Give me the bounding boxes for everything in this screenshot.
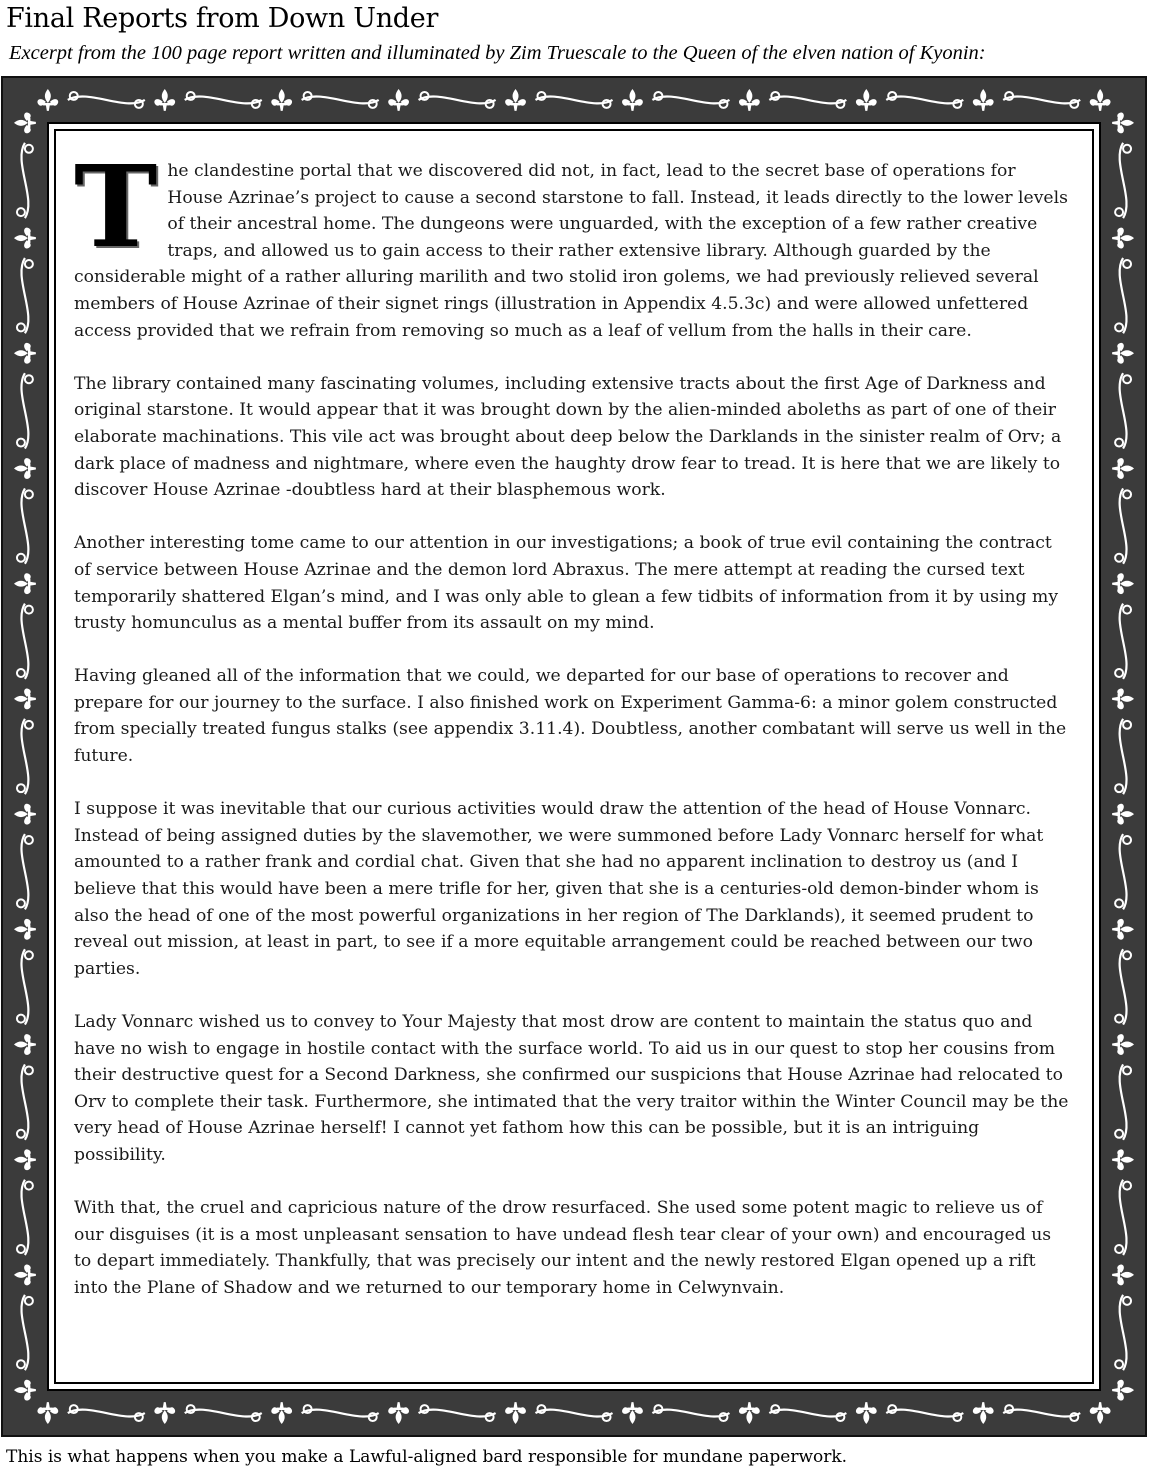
scroll-ornament (68, 1405, 145, 1421)
fleur-de-lis-icon (14, 343, 36, 364)
scroll-ornament (68, 92, 145, 108)
fleur-de-lis-icon (271, 89, 292, 111)
scroll-ornament (302, 1405, 379, 1421)
scroll-ornament (17, 1180, 33, 1255)
fleur-de-lis-icon (505, 1402, 526, 1424)
scroll-ornament (1003, 92, 1080, 108)
fleur-de-lis-icon (154, 1402, 175, 1424)
fleur-de-lis-icon (739, 1402, 760, 1424)
fleur-de-lis-icon (1090, 89, 1111, 111)
scroll-ornament (886, 92, 963, 108)
page-title: Final Reports from Down Under (6, 3, 439, 34)
fleur-de-lis-icon (14, 228, 36, 249)
fleur-de-lis-icon (14, 1265, 36, 1286)
fleur-de-lis-icon (14, 573, 36, 594)
fleur-de-lis-icon (973, 89, 994, 111)
paragraph-1-text: he clandestine portal that we discovered did not, in fact, lead to the secret base of operations for House Azrinae’s project to cause a second starstone to fall. Instead, it leads directly to the lower levels of their ancestral home. The dungeons were unguarded, with the exception of a few rather creative traps, and allowed us to gain access to their rather extensive library. Although guarded by the considerable might of a rather alluring marilith and two stolid iron golems, we had previously relieved several members of House Azrinae of their signet rings (illustration in Appendix 4.5.3c) and were allowed unfettered access provided that we refrain from removing so much as a leaf of vellum from the halls in their care. (74, 161, 1068, 341)
scroll-ornament (419, 92, 496, 108)
report-body (74, 142, 1070, 1328)
scroll-ornament (1115, 373, 1131, 448)
scroll-ornament (886, 1405, 963, 1421)
scroll-ornament (17, 143, 33, 218)
scroll-ornament (769, 1405, 846, 1421)
fleur-de-lis-icon (14, 919, 36, 940)
scroll-ornament (302, 92, 379, 108)
fleur-de-lis-icon (14, 1380, 36, 1401)
paragraph-7: With that, the cruel and capricious nature of the drow resurfaced. She used some potent magic to relieve us of our disguises (it is a most unpleasant sensation to have undead flesh tear clear of your own) and encouraged us to depart immediately. Thankfully, that was precisely our intent and the newly restored Elgan opened up a rift into the Plane of Shadow and we returned to our temporary home in Celwynvain. (74, 1198, 1052, 1298)
scroll-ornament (185, 92, 262, 108)
page-subtitle: Excerpt from the 100 page report written and illuminated by Zim Truescale to the Queen of the elven nation of Kyonin: (9, 42, 986, 64)
fleur-de-lis-icon (856, 1402, 877, 1424)
scroll-ornament (17, 949, 33, 1024)
scroll-ornament (1115, 949, 1131, 1024)
fleur-de-lis-icon (1090, 1402, 1111, 1424)
scroll-ornament (1115, 604, 1131, 679)
fleur-de-lis-icon (1112, 688, 1134, 709)
paragraph-4: Having gleaned all of the information that we could, we departed for our base of operations to recover and prepare for our journey to the surface. I also finished work on Experiment Gamma-6: a minor golem constructed from specially treated fungus stalks (see appendix 3.11.4). Doubtless, another combatant will serve us well in the future. (74, 666, 1067, 767)
fleur-de-lis-icon (1112, 1034, 1134, 1055)
fleur-de-lis-icon (1112, 228, 1134, 249)
scroll-ornament (185, 1405, 262, 1421)
fleur-de-lis-icon (14, 688, 36, 709)
scroll-ornament (1115, 1295, 1131, 1370)
fleur-de-lis-icon (388, 89, 409, 111)
fleur-de-lis-icon (505, 89, 526, 111)
scroll-ornament (17, 834, 33, 909)
fleur-de-lis-icon (37, 89, 58, 111)
paragraph-2: The library contained many fascinating volumes, including extensive tracts about the first Age of Darkness and original starstone. It would appear that it was brought down by the alien-minded aboleths as part of one of their elaborate machinations. This vile act was brought about deep below the Darklands in the sinister realm of Orv; a dark place of madness and nightmare, where even the haughty drow fear to tread. It is here that we are likely to discover House Azrinae -doubtless hard at their blasphemous work. (74, 373, 1062, 501)
fleur-de-lis-icon (14, 804, 36, 825)
fleur-de-lis-icon (1112, 573, 1134, 594)
fleur-de-lis-icon (1112, 343, 1134, 364)
fleur-de-lis-icon (14, 1149, 36, 1170)
footer-caption: This is what happens when you make a Lawful-aligned bard responsible for mundane paperwork. (6, 1447, 848, 1467)
paragraph-1 (74, 142, 1070, 344)
scroll-ornament (17, 1295, 33, 1370)
fleur-de-lis-icon (1112, 112, 1134, 133)
fleur-de-lis-icon (973, 1402, 994, 1424)
fleur-de-lis-icon (37, 1402, 58, 1424)
fleur-de-lis-icon (271, 1402, 292, 1424)
scroll-ornament (1115, 1064, 1131, 1139)
fleur-de-lis-icon (14, 458, 36, 479)
scroll-ornament (535, 1405, 612, 1421)
fleur-de-lis-icon (622, 1402, 643, 1424)
fleur-de-lis-icon (388, 1402, 409, 1424)
drop-cap: T (74, 142, 158, 273)
scroll-ornament (769, 92, 846, 108)
paragraph-5: I suppose it was inevitable that our curious activities would draw the attention of the head of House Vonnarc. Instead of being assigned duties by the slavemother, we were summoned before Lady Vonnarc herself for what amounted to a rather frank and cordial chat. Given that she had no apparent inclination to destroy us (and I believe that this would have been a mere trifle for her, given that she is a centuries-old demon-binder whom is also the head of one of the most powerful organizations in her region of The Darklands), it seemed prudent to reveal out mission, at least in part, to see if a more equitable arrangement could be reached between our two parties. (74, 799, 1044, 979)
scroll-ornament (17, 604, 33, 679)
scroll-ornament (17, 1064, 33, 1139)
scroll-ornament (17, 373, 33, 448)
scroll-ornament (652, 92, 729, 108)
paragraph-3: Another interesting tome came to our attention in our investigations; a book of true evil containing the contract of service between House Azrinae and the demon lord Abraxus. The mere attempt at reading the cursed text temporarily shattered Elgan’s mind, and I was only able to glean a few tidbits of information from it by using my trusty homunculus as a mental buffer from its assault on my mind. (74, 533, 1059, 634)
fleur-de-lis-icon (14, 1034, 36, 1055)
fleur-de-lis-icon (1112, 919, 1134, 940)
scroll-ornament (1115, 258, 1131, 333)
scroll-ornament (419, 1405, 496, 1421)
scroll-ornament (1115, 834, 1131, 909)
scroll-ornament (17, 258, 33, 333)
scroll-ornament (1115, 143, 1131, 218)
fleur-de-lis-icon (1112, 804, 1134, 825)
fleur-de-lis-icon (1112, 458, 1134, 479)
fleur-de-lis-icon (1112, 1149, 1134, 1170)
scroll-ornament (17, 488, 33, 563)
scroll-ornament (535, 92, 612, 108)
scroll-ornament (17, 719, 33, 794)
fleur-de-lis-icon (739, 89, 760, 111)
fleur-de-lis-icon (154, 89, 175, 111)
scroll-ornament (1115, 1180, 1131, 1255)
scroll-ornament (1115, 719, 1131, 794)
fleur-de-lis-icon (856, 89, 877, 111)
fleur-de-lis-icon (14, 112, 36, 133)
fleur-de-lis-icon (622, 89, 643, 111)
scroll-ornament (652, 1405, 729, 1421)
paragraph-6: Lady Vonnarc wished us to convey to Your Majesty that most drow are content to maintain the status quo and have no wish to engage in hostile contact with the surface world. To aid us in our quest to stop her cousins from their destructive quest for a Second Darkness, she confirmed our suspicions that House Azrinae had relocated to Orv to complete their task. Furthermore, she intimated that the very traitor within the Winter Council may be the very head of House Azrinae herself! I cannot yet fathom how this can be possible, but it is an intriguing possibility. (74, 1012, 1069, 1165)
fleur-de-lis-icon (1112, 1265, 1134, 1286)
scroll-ornament (1003, 1405, 1080, 1421)
fleur-de-lis-icon (1112, 1380, 1134, 1401)
scroll-ornament (1115, 488, 1131, 563)
